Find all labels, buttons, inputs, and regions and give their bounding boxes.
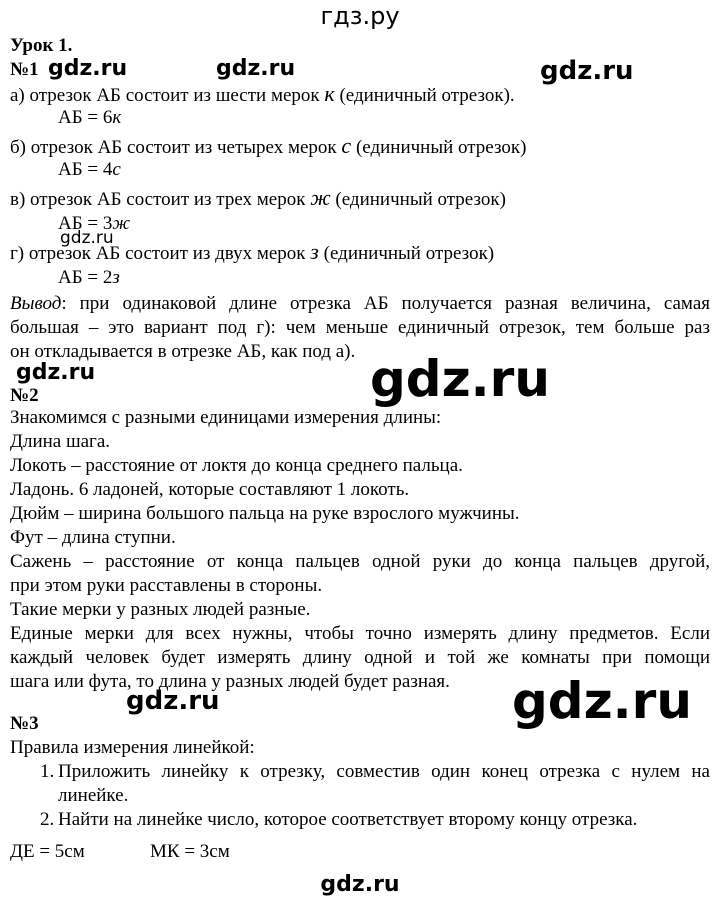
task1-eq-a: АБ = 6к	[58, 107, 122, 128]
task1-item-b: б) отрезок АБ состоит из четырех мерок с (единичный отрезок)	[10, 133, 527, 158]
task1-heading: №1	[10, 59, 39, 80]
list-item-number: 1.	[40, 761, 55, 782]
watermark: gdz.ru	[512, 672, 692, 730]
task2-line: Фут – длина ступни.	[10, 527, 176, 548]
task2-line: Дюйм – ширина большого пальца на руке взрослого мужчины.	[10, 503, 520, 524]
site-header: гдз.ру	[320, 2, 400, 30]
task1-conclusion-line1: Вывод: при одинаковой длине отрезка АБ получается разная величина, самая	[10, 293, 710, 314]
measurement-mk: МК = 3см	[150, 841, 230, 862]
task2-line: каждый человек будет измерять длину одной и той же комнаты при помощи	[10, 647, 710, 668]
task1-eq-c: АБ = 3ж	[58, 213, 131, 234]
task2-line: Сажень – расстояние от конца пальцев одной руки до конца пальцев другой,	[10, 551, 710, 572]
task2-line: Знакомимся с разными единицами измерения длины:	[10, 407, 442, 428]
task2-line: Длина шага.	[10, 431, 111, 452]
task2-line: Такие мерки у разных людей разные.	[10, 599, 311, 620]
watermark: gdz.ru	[16, 360, 96, 385]
task1-conclusion-line3: он откладывается в отрезке АБ, как под а).	[10, 341, 356, 362]
task2-line: Единые мерки для всех нужны, чтобы точно измерять длину предметов. Если	[10, 623, 710, 644]
conclusion-label: Вывод	[10, 293, 62, 314]
watermark: gdz.ru	[126, 686, 220, 716]
task1-eq-d: АБ = 2з	[58, 267, 120, 288]
task2-line: Ладонь. 6 ладоней, которые составляют 1 локоть.	[10, 479, 410, 500]
task1-item-d: г) отрезок АБ состоит из двух мерок з (единичный отрезок)	[10, 239, 495, 264]
task1-item-c: в) отрезок АБ состоит из трех мерок ж (единичный отрезок)	[10, 185, 506, 210]
list-item-continuation: линейке.	[58, 785, 129, 806]
task2-line: при этом руки расставлены в стороны.	[10, 575, 323, 596]
task3-heading: №3	[10, 713, 39, 734]
task1-conclusion-line2: большая – это вариант под г): чем меньше единичный отрезок, тем больше раз	[10, 317, 710, 338]
measurement-de: ДЕ = 5см	[10, 841, 85, 862]
task2-line: шага или фута, то длина у разных людей будет разная.	[10, 671, 450, 692]
task2-line: Локоть – расстояние от локтя до конца среднего пальца.	[10, 455, 463, 476]
task2-heading: №2	[10, 385, 39, 406]
list-item-number: 2.	[40, 809, 55, 830]
watermark: gdz.ru	[540, 56, 634, 86]
list-item: Найти на линейке число, которое соответствует второму концу отрезка.	[58, 809, 638, 830]
watermark: gdz.ru	[48, 56, 128, 81]
task1-eq-b: АБ = 4с	[58, 159, 121, 180]
watermark: gdz.ru	[60, 228, 114, 248]
list-item: Приложить линейку к отрезку, совместив один конец отрезка с нулем на	[58, 761, 710, 782]
watermark: gdz.ru	[370, 350, 550, 408]
task3-intro: Правила измерения линейкой:	[10, 737, 255, 758]
site-footer: gdz.ru	[320, 872, 400, 897]
watermark: gdz.ru	[216, 56, 296, 81]
task1-item-a: а) отрезок АБ состоит из шести мерок к (единичный отрезок).	[10, 81, 515, 106]
lesson-title: Урок 1.	[10, 35, 73, 56]
